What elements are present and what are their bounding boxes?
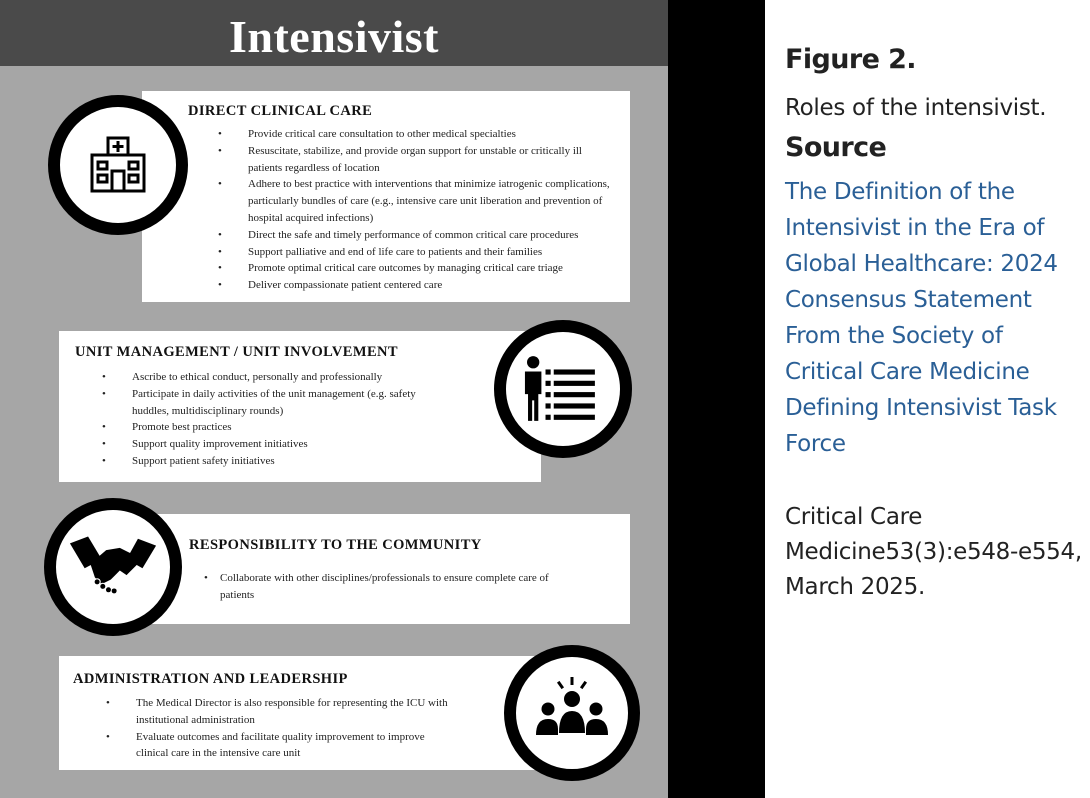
bullet-item: • Ascribe to ethical conduct, personally and professionally <box>102 369 452 386</box>
bullet-item: • Resuscitate, stabilize, and provide organ support for unstable or critically ill patients regardless of location <box>218 143 618 177</box>
bullet-item: • Promote best practices <box>102 419 452 436</box>
section-administration-leadership <box>59 656 541 770</box>
section-bullet-list <box>106 695 456 762</box>
citation-journal: Critical Care Medicine53(3):e548-e554, <box>785 504 1082 565</box>
source-article-link[interactable]: The Definition of the Intensivist in the Era of Global Healthcare: 2024 Consensus Statement From the Society of Critical Care Medicine Defining Intensivist Task Force <box>785 179 1058 457</box>
source-heading: Source <box>785 132 887 163</box>
hospital-icon-badge <box>48 95 188 235</box>
section-community <box>145 514 630 624</box>
figure-caption: Roles of the intensivist. <box>785 95 1047 121</box>
bullet-item: • Promote optimal critical care outcomes by managing critical care triage <box>218 260 618 277</box>
bullet-item: • Collaborate with other disciplines/professionals to ensure complete care of patients <box>204 570 574 604</box>
section-heading: RESPONSIBILITY TO THE COMMUNITY <box>189 537 482 553</box>
figure-label: Figure 2. <box>785 44 916 75</box>
person-checklist-icon-badge <box>494 320 632 458</box>
bullet-item: • Deliver compassionate patient centered care <box>218 277 618 294</box>
figure-info-panel <box>785 40 1085 605</box>
poster-title: Intensivist <box>229 11 439 62</box>
bullet-item: • Provide critical care consultation to other medical specialties <box>218 126 618 143</box>
section-heading: UNIT MANAGEMENT / UNIT INVOLVEMENT <box>75 344 398 360</box>
team-leader-icon <box>532 677 612 747</box>
citation-date: March 2025. <box>785 574 925 600</box>
bullet-item: • The Medical Director is also responsible for representing the ICU with institutional administration <box>106 695 456 729</box>
bullet-item: • Support patient safety initiatives <box>102 453 452 470</box>
bullet-item: • Support quality improvement initiatives <box>102 436 452 453</box>
handshake-icon-badge <box>44 498 182 636</box>
bullet-item: • Participate in daily activities of the unit management (e.g. safety huddles, multidisciplinary rounds) <box>102 386 452 420</box>
section-bullet-list <box>102 369 452 470</box>
section-unit-management <box>59 331 541 482</box>
section-heading: DIRECT CLINICAL CARE <box>188 103 373 119</box>
bullet-item: • Evaluate outcomes and facilitate quality improvement to improve clinical care in the intensive care unit <box>106 729 456 763</box>
section-direct-clinical-care <box>142 91 630 302</box>
bullet-item: • Direct the safe and timely performance of common critical care procedures <box>218 227 618 244</box>
hospital-icon <box>88 135 148 195</box>
poster-title-bar <box>0 0 668 66</box>
bullet-item: • Support palliative and end of life care to patients and their families <box>218 244 618 261</box>
handshake-icon <box>67 532 159 600</box>
section-bullet-list <box>218 126 618 294</box>
bullet-item: • Adhere to best practice with interventions that minimize iatrogenic complications, particularly bundles of care (e.g., intensive care unit liberation and prevention of hospital acquired infections) <box>218 176 618 226</box>
section-heading: ADMINISTRATION AND LEADERSHIP <box>73 671 348 687</box>
journal-citation <box>785 500 1085 605</box>
section-bullet-list <box>204 570 574 604</box>
team-leader-icon-badge <box>504 645 640 781</box>
person-checklist-icon <box>521 353 605 425</box>
